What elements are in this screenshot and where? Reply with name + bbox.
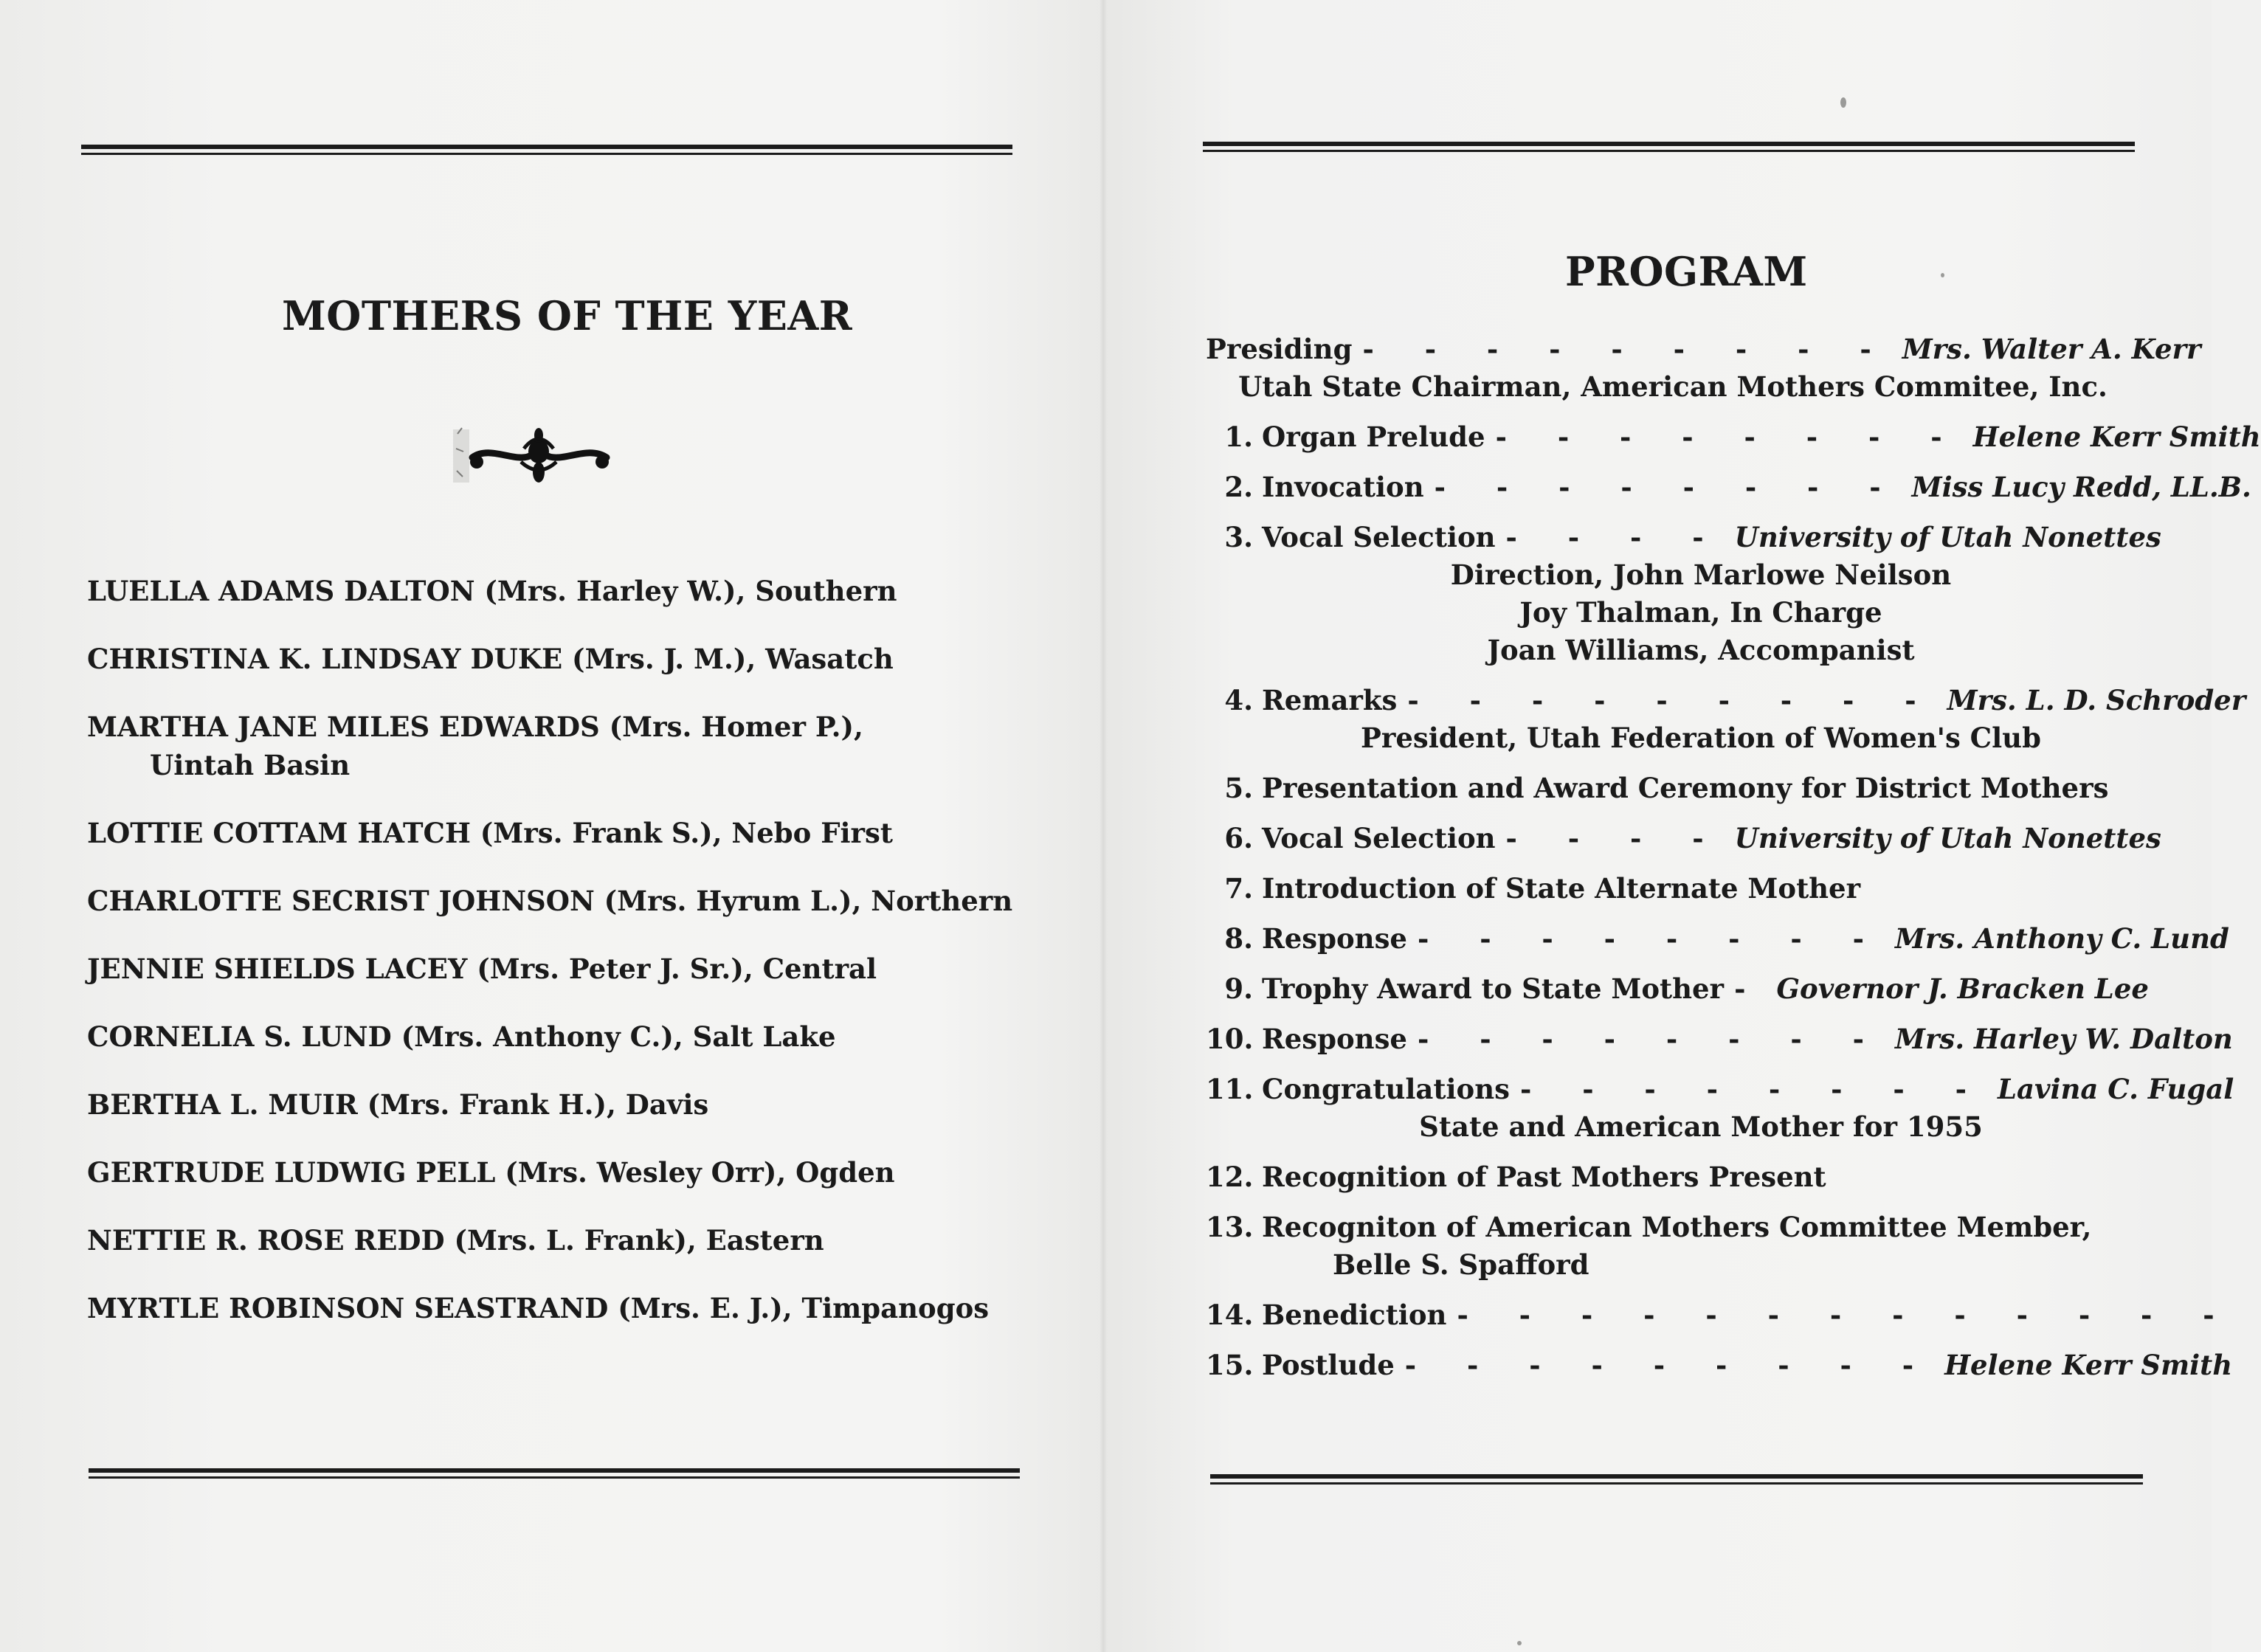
- presiding-label: Presiding: [1206, 333, 1353, 365]
- list-item: CORNELIA S. LUND (Mrs. Anthony C.), Salt Lake: [87, 1020, 836, 1053]
- left-bottom-double-rule: [89, 1468, 1020, 1479]
- program-item: 13. Recogniton of American Mothers Committee Member, Belle S. Spafford: [1206, 1209, 2140, 1284]
- center-fold: [1100, 0, 1107, 1652]
- program-item: 3. Vocal Selection - - - - University of Utah Nonettes Direction, John Marlowe Neilson Joy Thalman, In Charge Joan Williams, Accompanist: [1206, 519, 2140, 669]
- list-item: LUELLA ADAMS DALTON (Mrs. Harley W.), Southern: [87, 575, 897, 607]
- list-item: NETTIE R. ROSE REDD (Mrs. L. Frank), Eastern: [87, 1224, 824, 1257]
- program-item: 15. Postlude - - - - - - - - - Helene Kerr Smith: [1206, 1349, 2233, 1381]
- list-item: GERTRUDE LUDWIG PELL (Mrs. Wesley Orr), Ogden: [87, 1156, 895, 1189]
- left-top-double-rule: [81, 145, 1012, 155]
- program-list: [1206, 331, 2261, 1397]
- leader-dots: - - - - - - - - -: [1362, 333, 1892, 365]
- item-note: President, Utah Federation of Women's Club: [1361, 722, 2041, 754]
- item-note: State and American Mother for 1955: [1419, 1110, 1983, 1143]
- paper-speck: [1941, 273, 1944, 277]
- list-item: LOTTIE COTTAM HATCH (Mrs. Frank S.), Nebo First: [87, 817, 893, 849]
- presiding-person: Mrs. Walter A. Kerr: [1902, 333, 2201, 365]
- scroll-ornament-icon: [450, 419, 627, 493]
- paper-speck: [1517, 1641, 1522, 1645]
- mothers-list: [87, 572, 1083, 1357]
- item-note: Joan Williams, Accompanist: [1487, 634, 1915, 666]
- item-note: Direction, John Marlowe Neilson: [1450, 559, 1952, 591]
- right-top-double-rule: [1203, 142, 2135, 152]
- program-item: 11. Congratulations - - - - - - - - Lavina C. Fugal State and American Mother for 1955: [1206, 1071, 2140, 1146]
- list-item: JENNIE SHIELDS LACEY (Mrs. Peter J. Sr.), Central: [87, 953, 877, 985]
- program-item: 5. Presentation and Award Ceremony for District Mothers: [1224, 772, 2109, 804]
- program-item: 10. Response - - - - - - - - Mrs. Harley W. Dalton: [1206, 1023, 2233, 1055]
- program-item: 6. Vocal Selection - - - - University of Utah Nonettes: [1224, 822, 2161, 854]
- presiding-note: Utah State Chairman, American Mothers Commitee, Inc.: [1238, 370, 2108, 403]
- program-title: PROGRAM: [1565, 248, 1808, 295]
- right-bottom-double-rule: [1210, 1474, 2143, 1485]
- program-item: 2. Invocation - - - - - - - - Miss Lucy Redd, LL.B.: [1224, 471, 2251, 503]
- program-item: 8. Response - - - - - - - - Mrs. Anthony C. Lund: [1224, 922, 2229, 955]
- program-item: 14. Benediction - - - - - - - - - - - - -: [1206, 1299, 2235, 1331]
- paper-speck: [1840, 97, 1846, 108]
- program-item: 4. Remarks - - - - - - - - - Mrs. L. D. Schroder President, Utah Federation of Women's Club: [1206, 682, 2140, 757]
- item-note: Joy Thalman, In Charge: [1519, 596, 1882, 629]
- list-item: CHARLOTTE SECRIST JOHNSON (Mrs. Hyrum L.), Northern: [87, 885, 1013, 917]
- program-item: 12. Recognition of Past Mothers Present: [1206, 1161, 1826, 1193]
- program-item: 7. Introduction of State Alternate Mother: [1224, 872, 1861, 905]
- list-item: CHRISTINA K. LINDSAY DUKE (Mrs. J. M.), Wasatch: [87, 643, 894, 675]
- program-presiding: [1206, 331, 2201, 406]
- item-indent-line: Belle S. Spafford: [1333, 1248, 1589, 1281]
- list-item: MARTHA JANE MILES EDWARDS (Mrs. Homer P.), Uintah Basin: [87, 711, 863, 781]
- program-item: 1. Organ Prelude - - - - - - - - Helene Kerr Smith: [1224, 421, 2261, 453]
- mothers-of-the-year-title: MOTHERS OF THE YEAR: [282, 292, 853, 339]
- list-item: MYRTLE ROBINSON SEASTRAND (Mrs. E. J.), Timpanogos: [87, 1292, 990, 1324]
- program-item: 9. Trophy Award to State Mother - Governor J. Bracken Lee: [1224, 972, 2149, 1005]
- list-item: BERTHA L. MUIR (Mrs. Frank H.), Davis: [87, 1088, 709, 1121]
